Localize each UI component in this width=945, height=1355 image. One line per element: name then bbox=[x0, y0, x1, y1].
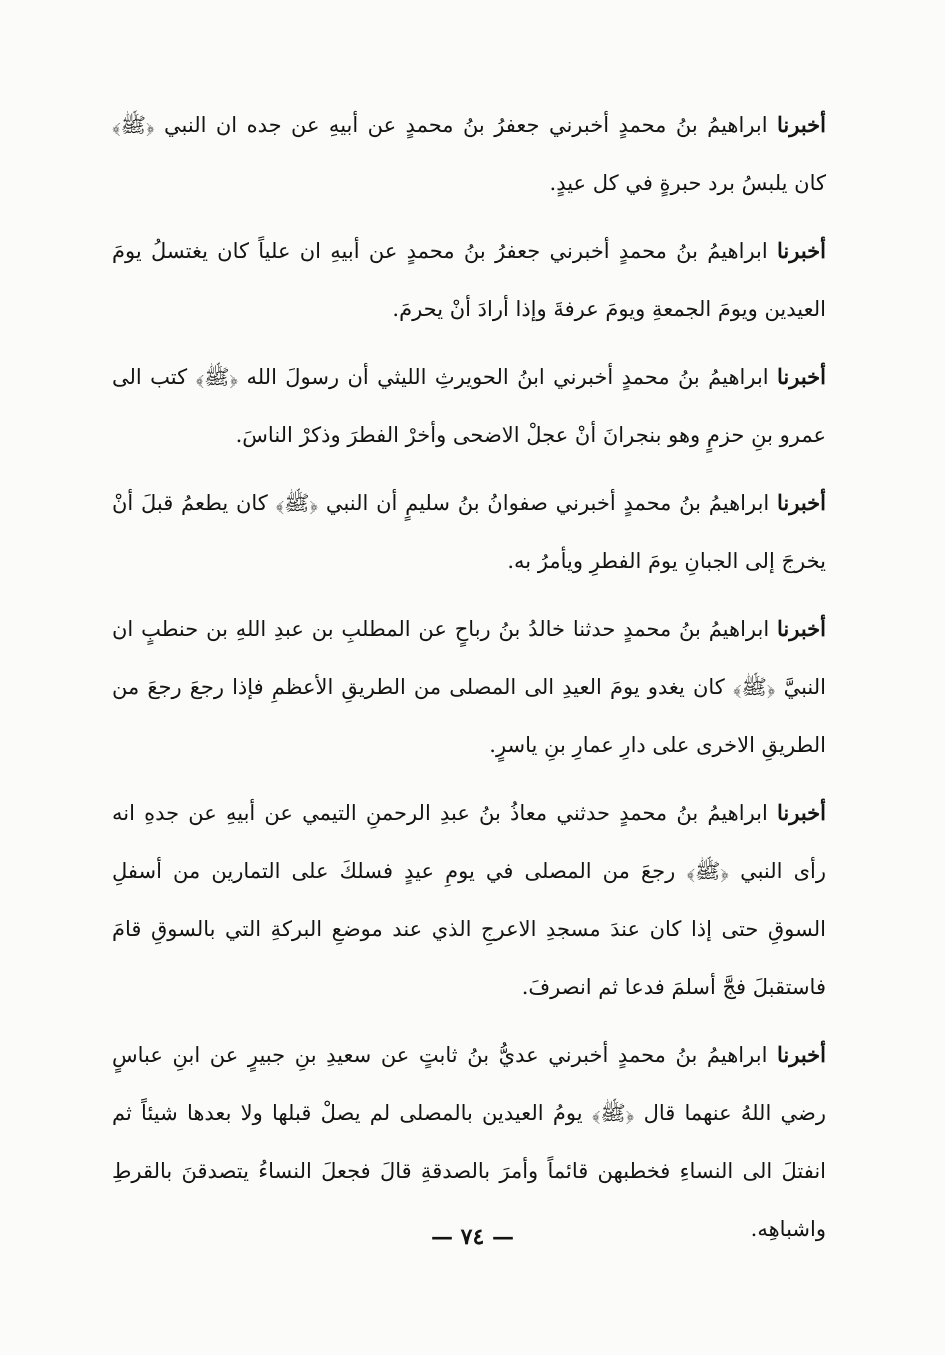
paragraph-lead: أخبرنا bbox=[777, 616, 826, 641]
paragraph-text: ابراهيمُ بنُ محمدٍ أخبرني جعفرُ بنُ محمدٍ عن أبيهِ ان علياً كان يغتسلُ يومَ العيدين ويومَ الجمعةِ ويومَ عرفةَ وإذا أرادَ أنْ يحرمَ. bbox=[112, 239, 826, 321]
paragraph-lead: أخبرنا bbox=[777, 238, 826, 263]
hadith-paragraph-2 bbox=[112, 222, 826, 338]
paragraph-text: ابراهيمُ بنُ محمدٍ أخبرني ابنُ الحويرثِ الليثي أن رسولَ الله ﴿ﷺ﴾ كتب الى عمرو بنِ حزمٍ وهو بنجرانَ أنْ عجلْ الاضحى وأخرْ الفطرَ وذكرْ الناسَ. bbox=[112, 365, 826, 447]
paragraph-text: ابراهيمُ بنُ محمدٍ حدثنا خالدُ بنُ رباحٍ عن المطلبِ بن عبدِ اللهِ بن حنطبٍ ان النبيَّ ﴿ﷺ﴾ كان يغدو يومَ العيدِ الى المصلى من الطريقِ الأعظمِ فإذا رجعَ رجعَ من الطريقِ الاخرى على دارِ عمارِ بنِ ياسرٍ. bbox=[112, 617, 826, 757]
hadith-paragraph-5 bbox=[112, 600, 826, 774]
hadith-paragraph-4 bbox=[112, 474, 826, 590]
paragraph-text: ابراهيمُ بنُ محمدٍ أخبرني صفوانُ بنُ سليمٍ أن النبي ﴿ﷺ﴾ كان يطعمُ قبلَ أنْ يخرجَ إلى الجبانِ يومَ الفطرِ ويأمرُ به. bbox=[112, 491, 826, 573]
paragraph-lead: أخبرنا bbox=[777, 1042, 826, 1067]
paragraph-lead: أخبرنا bbox=[777, 490, 826, 515]
paragraph-lead: أخبرنا bbox=[777, 364, 826, 389]
text-body bbox=[112, 96, 826, 1268]
paragraph-text: ابراهيمُ بنُ محمدٍ أخبرني عديُّ بنُ ثابتٍ عن سعيدِ بنِ جبيرٍ عن ابنِ عباسٍ رضي اللهُ عنهما قال ﴿ﷺ﴾ يومُ العيدين بالمصلى لم يصلْ قبلها ولا بعدها شيئاً ثم انفتلَ الى النساءِ فخطبهن قائماً وأمرَ بالصدقةِ قالَ فجعلَ النساءُ يتصدقنَ بالقرطِ واشباهِه. bbox=[112, 1043, 826, 1241]
paragraph-lead: أخبرنا bbox=[777, 800, 826, 825]
hadith-paragraph-3 bbox=[112, 348, 826, 464]
page-number: — ٧٤ — bbox=[431, 1224, 514, 1250]
paragraph-text: ابراهيمُ بنُ محمدٍ أخبرني جعفرُ بنُ محمدٍ عن أبيهِ عن جده ان النبي ﴿ﷺ﴾ كان يلبسُ برد حبرةٍ في كل عيدٍ. bbox=[112, 113, 826, 195]
paragraph-text: ابراهيمُ بنُ محمدٍ حدثني معاذُ بنُ عبدِ الرحمنِ التيمي عن أبيهِ عن جدهِ انه رأى النبي ﴿ﷺ﴾ رجعَ من المصلى في يومِ عيدٍ فسلكَ على التمارين من أسفلِ السوقِ حتى إذا كان عندَ مسجدِ الاعرجِ الذي عند موضعِ البركةِ التي بالسوقِ قامَ فاستقبلَ فجَّ أسلمَ فدعا ثم انصرفَ. bbox=[112, 801, 826, 999]
paragraph-lead: أخبرنا bbox=[777, 112, 826, 137]
hadith-paragraph-6 bbox=[112, 784, 826, 1016]
hadith-paragraph-1 bbox=[112, 96, 826, 212]
